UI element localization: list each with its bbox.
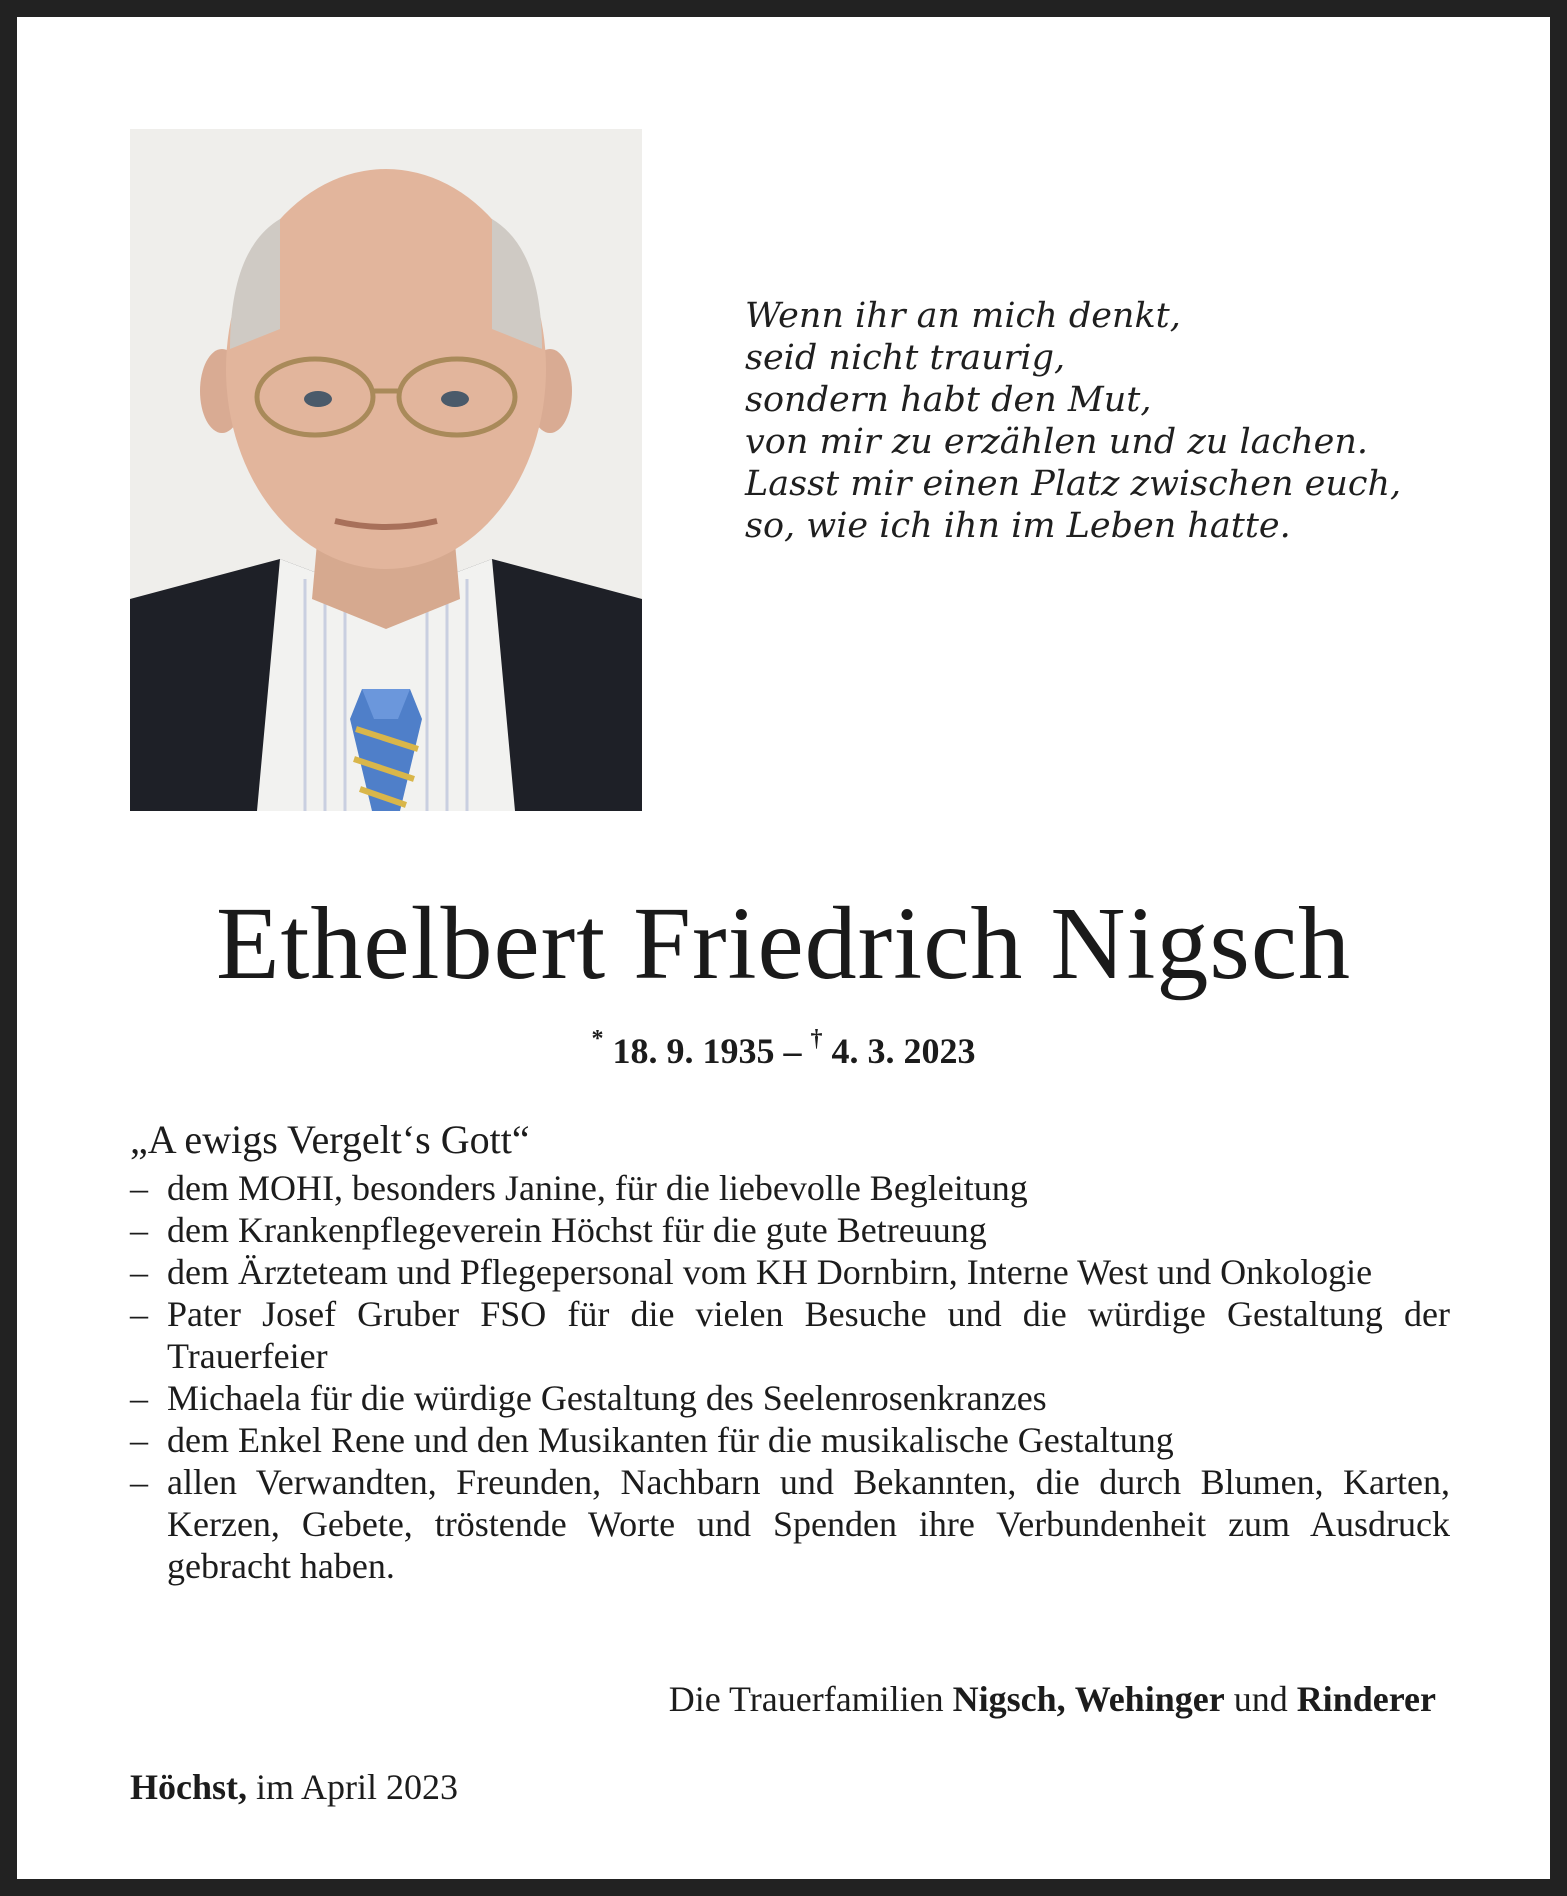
- list-dash: –: [130, 1168, 148, 1208]
- place-town: Höchst,: [130, 1767, 247, 1807]
- poem-line: so, wie ich ihn im Leben hatte.: [745, 506, 1291, 546]
- list-item: [130, 1167, 1450, 1209]
- signature-prefix: Die Trauerfamilien: [668, 1679, 944, 1719]
- death-symbol: †: [810, 1026, 823, 1052]
- thanks-text: dem Krankenpflegeverein Höchst für die gute Betreuung: [167, 1210, 987, 1250]
- date-separator: –: [774, 1031, 811, 1071]
- deceased-name: Ethelbert Friedrich Nigsch: [215, 886, 1351, 1001]
- poem-line: von mir zu erzählen und zu lachen.: [745, 422, 1369, 462]
- poem-line: Wenn ihr an mich denkt,: [745, 296, 1181, 336]
- obituary-card: [17, 17, 1550, 1879]
- memorial-poem: [745, 295, 1401, 547]
- list-item: [130, 1251, 1450, 1293]
- family-signature: [669, 1677, 1436, 1721]
- thanks-text: Michaela für die würdige Gestaltung des Seelenrosenkranzes: [167, 1378, 1047, 1418]
- poem-line: Lasst mir einen Platz zwischen euch,: [745, 464, 1402, 504]
- thanks-text: Pater Josef Gruber FSO für die vielen Besuche und die würdige Gestaltung der Trauerfeier: [167, 1294, 1450, 1376]
- list-item: [130, 1377, 1450, 1419]
- poem-line: seid nicht traurig,: [745, 338, 1066, 378]
- thanks-text: allen Verwandten, Freunden, Nachbarn und Bekannten, die durch Blumen, Karten, Kerzen, Gebete, tröstende Worte und Spenden ihre Verbundenheit zum Ausdruck gebracht haben.: [167, 1462, 1450, 1586]
- life-dates: [17, 1021, 1550, 1073]
- thanks-text: dem Enkel Rene und den Musikanten für die musikalische Gestaltung: [167, 1420, 1174, 1460]
- family-name: Wehinger: [1074, 1679, 1225, 1719]
- portrait-illustration: [130, 129, 642, 811]
- death-date: 4. 3. 2023: [831, 1031, 976, 1071]
- list-dash: –: [130, 1462, 148, 1502]
- list-dash: –: [130, 1378, 148, 1418]
- list-item: [130, 1461, 1450, 1587]
- place-date: im April 2023: [256, 1767, 459, 1807]
- list-item: [130, 1419, 1450, 1461]
- family-name: Nigsch,: [952, 1679, 1066, 1719]
- list-dash: –: [130, 1252, 148, 1292]
- list-dash: –: [130, 1420, 148, 1460]
- thanks-list: [130, 1167, 1450, 1587]
- thanks-text: dem Ärzteteam und Pflegepersonal vom KH Dornbirn, Interne West und Onkologie: [167, 1252, 1373, 1292]
- thanks-text: dem MOHI, besonders Janine, für die liebevolle Begleitung: [167, 1168, 1028, 1208]
- thanks-heading: „A ewigs Vergelt‘s Gott“: [130, 1117, 530, 1162]
- place-and-date: [130, 1765, 458, 1809]
- birth-date: 18. 9. 1935: [612, 1031, 775, 1071]
- poem-line: sondern habt den Mut,: [745, 380, 1152, 420]
- birth-symbol: *: [591, 1026, 604, 1052]
- portrait-photo: [130, 129, 642, 811]
- list-item: [130, 1293, 1450, 1377]
- signature-conjunction: und: [1233, 1679, 1288, 1719]
- list-dash: –: [130, 1210, 148, 1250]
- list-dash: –: [130, 1294, 148, 1334]
- list-item: [130, 1209, 1450, 1251]
- family-name: Rinderer: [1296, 1679, 1436, 1719]
